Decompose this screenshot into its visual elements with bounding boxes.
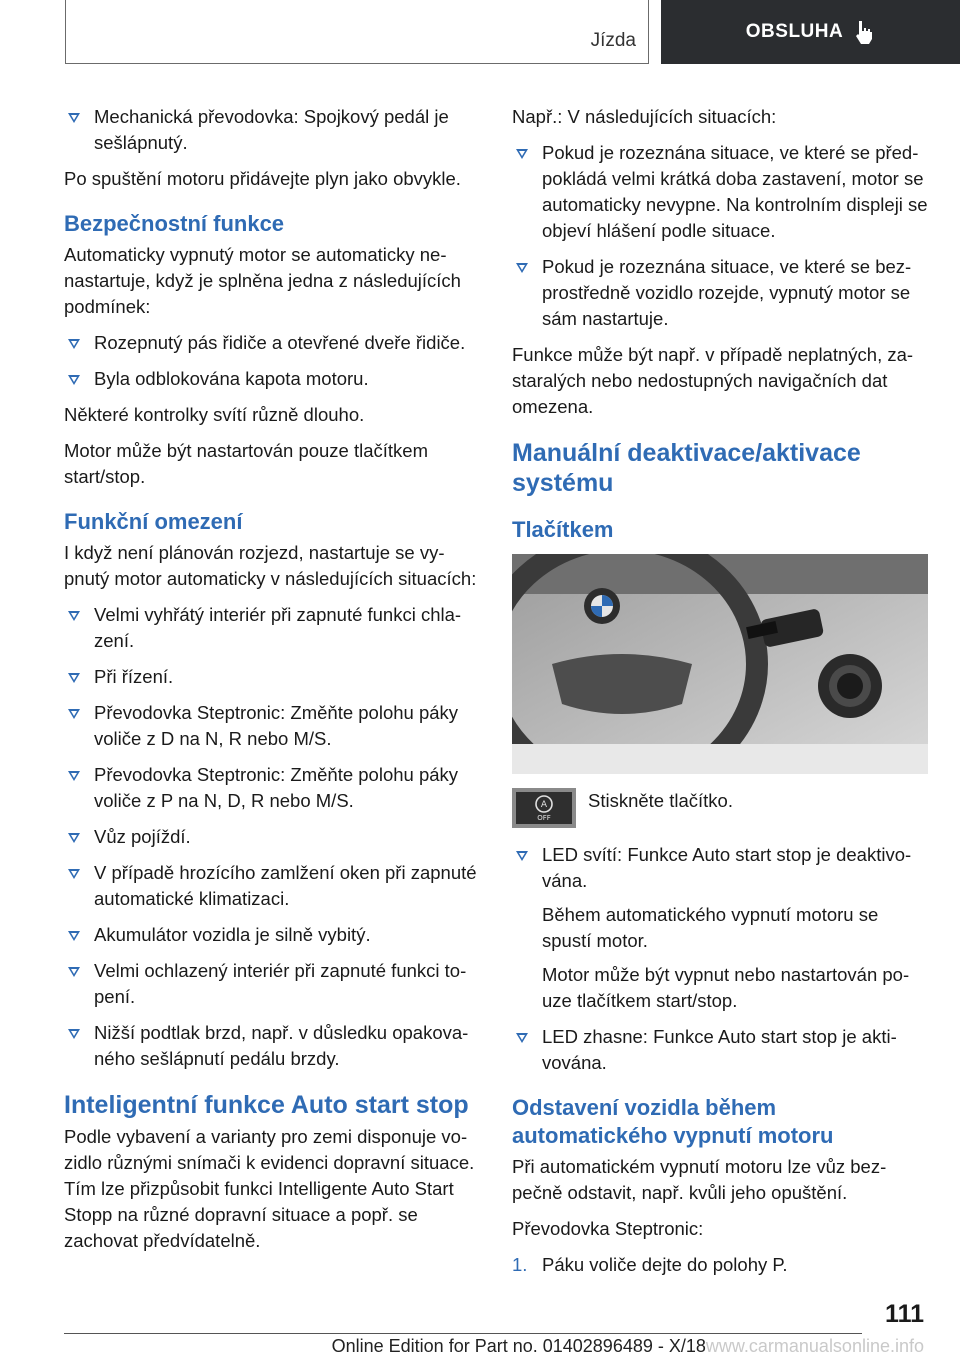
paragraph: Funkce může být např. v případě neplatných, zastaralých nebo nedostupných navigačních dat omezena.: [512, 344, 914, 417]
button-caption: Stiskněte tlačítko.: [588, 790, 733, 811]
triangle-bullet-icon: [516, 851, 528, 861]
heading-intelligent: Inteligentní funkce Auto start stop: [64, 1091, 469, 1119]
triangle-bullet-icon: [68, 673, 80, 683]
list-item: Převodovka Steptronic: Změňte polohu páky voliče z D na N, R nebo M/S.: [64, 700, 482, 752]
paragraph: Převodovka Steptronic:: [512, 1218, 704, 1239]
paragraph: Motor může být nastartován pouze tlačítkem start/stop.: [64, 440, 429, 487]
list-item-detail: Motor může být vypnut nebo nastartován pouze tlačítkem start/stop.: [542, 964, 910, 1011]
steering-wheel-photo: [512, 554, 928, 774]
triangle-bullet-icon: [68, 611, 80, 621]
triangle-bullet-icon: [516, 149, 528, 159]
paragraph: Automaticky vypnutý motor se automaticky nenastartuje, když je splněna jedna z následujících podmínek:: [64, 244, 461, 317]
heading-manual: Manuální deaktivace/aktivace systému: [512, 439, 861, 497]
triangle-bullet-icon: [68, 113, 80, 123]
page-number: 111: [885, 1300, 924, 1328]
list-item: LED zhasne: Funkce Auto start stop je aktivována.: [512, 1024, 930, 1076]
step-number: 1.: [512, 1254, 528, 1275]
header-chapter-box: [65, 0, 649, 64]
paragraph: Při automatickém vypnutí motoru lze vůz bezpečně odstavit, např. kvůli jeho opuštění.: [512, 1156, 887, 1203]
list-item: Velmi ochlazený interiér při zapnuté funkci topení.: [64, 958, 482, 1010]
bullet-list-examples: [512, 140, 930, 332]
list-item: Nižší podtlak brzd, např. v důsledku opakovaného sešlápnutí pedálu brzdy.: [64, 1020, 482, 1072]
triangle-bullet-icon: [68, 375, 80, 385]
triangle-bullet-icon: [516, 1033, 528, 1043]
auto-start-stop-off-button-icon: [512, 788, 576, 828]
list-item: Akumulátor vozidla je silně vybitý.: [64, 922, 482, 948]
list-item: Byla odblokována kapota motoru.: [64, 366, 482, 392]
list-item: V případě hrozícího zamlžení oken při zapnuté automatické klimatizaci.: [64, 860, 482, 912]
paragraph: I když není plánován rozjezd, nastartuje se vypnutý motor automaticky v následujících situacích:: [64, 542, 477, 589]
triangle-bullet-icon: [68, 869, 80, 879]
list-item: Pokud je rozeznána situace, ve které se bezprostředně vozidlo rozejde, vypnutý motor se sám nastartuje.: [512, 254, 930, 332]
list-item: Při řízení.: [64, 664, 482, 690]
footer-divider: [64, 1333, 862, 1334]
numbered-steps: [512, 1252, 930, 1278]
bullet-list-top: [64, 104, 482, 156]
list-item: Převodovka Steptronic: Změňte polohu páky voliče z P na N, D, R nebo M/S.: [64, 762, 482, 814]
footer-edition: Online Edition for Part no. 01402896489 - X/18www.carmanualsonline.info: [331, 1336, 924, 1356]
triangle-bullet-icon: [68, 833, 80, 843]
list-item: Mechanická převodovka: Spojkový pedál je sešlápnutý.: [64, 104, 482, 156]
bullet-list-limits: [64, 602, 482, 1072]
svg-text:OFF: OFF: [537, 814, 551, 822]
watermark: www.carmanualsonline.info: [705, 1336, 924, 1356]
triangle-bullet-icon: [516, 263, 528, 273]
bullet-list-led: [512, 842, 930, 1076]
triangle-bullet-icon: [68, 771, 80, 781]
step-text: Páku voliče dejte do polohy P.: [542, 1254, 788, 1275]
heading-parking: Odstavení vozidla během automatického vypnutí motoru: [512, 1095, 834, 1148]
bullet-list-safety: [64, 330, 482, 392]
section-tab: [661, 0, 960, 64]
section-title: OBSLUHA: [745, 21, 844, 42]
paragraph: Podle vybavení a varianty pro zemi disponuje vozidlo různými snímači k evidenci dopravní situace. Tím lze přizpůsobit funkci Intelligente Auto Start Stopp na různé dopravní situace a popř. se zachovat předvídatelně.: [64, 1126, 475, 1251]
list-item: LED svítí: Funkce Auto start stop je deaktivována. Během automatického vypnutí motoru se spustí motor. Motor může být vypnut nebo nastartován pouze tlačítkem start/stop.: [512, 842, 930, 1014]
triangle-bullet-icon: [68, 339, 80, 349]
list-item: Rozepnutý pás řidiče a otevřené dveře řidiče.: [64, 330, 482, 356]
paragraph: Po spuštění motoru přidávejte plyn jako obvykle.: [64, 168, 461, 189]
heading-safety: Bezpečnostní funkce: [64, 211, 285, 236]
chapter-title: Jízda: [590, 30, 636, 51]
right-column: [512, 104, 930, 1288]
paragraph: Některé kontrolky svítí různě dlouho.: [64, 404, 365, 425]
hand-pointer-icon: [853, 19, 875, 45]
button-instruction: [512, 788, 930, 828]
left-column: [64, 104, 482, 1264]
list-item-detail: Během automatického vypnutí motoru se spustí motor.: [542, 904, 879, 951]
svg-text:A: A: [540, 800, 548, 810]
paragraph: Např.: V následujících situacích:: [512, 106, 777, 127]
list-item: Vůz pojíždí.: [64, 824, 482, 850]
list-item: Velmi vyhřátý interiér při zapnuté funkci chlazení.: [64, 602, 482, 654]
heading-button: Tlačítkem: [512, 517, 614, 542]
heading-limits: Funkční omezení: [64, 509, 243, 534]
triangle-bullet-icon: [68, 931, 80, 941]
list-item: Pokud je rozeznána situace, ve které se předpokládá velmi krátká doba zastavení, motor se automaticky nevypne. Na kontrolním displeji se objeví hlášení podle situace.: [512, 140, 930, 244]
triangle-bullet-icon: [68, 709, 80, 719]
list-item: [512, 1252, 930, 1278]
triangle-bullet-icon: [68, 967, 80, 977]
triangle-bullet-icon: [68, 1029, 80, 1039]
